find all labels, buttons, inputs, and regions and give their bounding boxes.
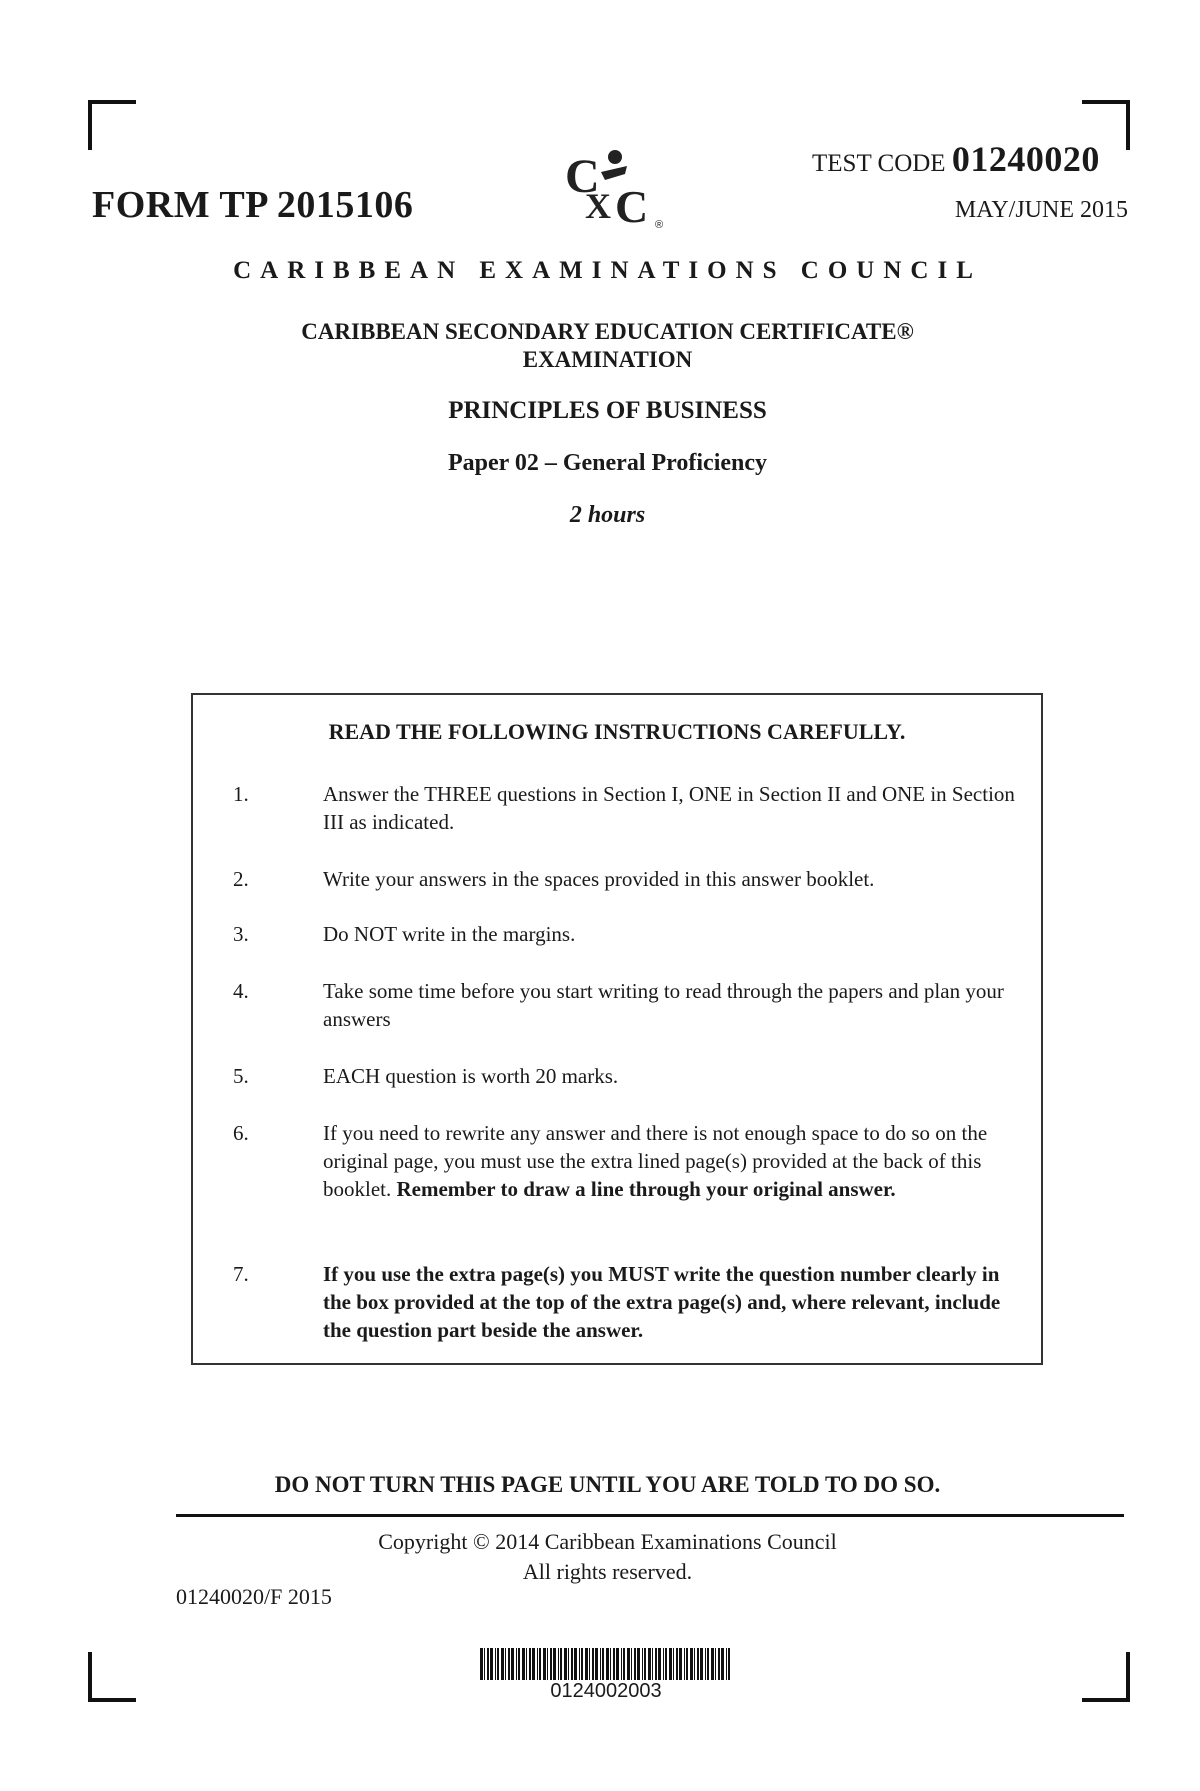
instruction-number: 2.: [233, 867, 249, 891]
barcode-bar: [516, 1648, 517, 1680]
council-name: CARIBBEAN EXAMINATIONS COUNCIL: [233, 257, 982, 284]
barcode-bar: [642, 1648, 643, 1680]
barcode-bar: [669, 1648, 672, 1680]
certificate-line-2: EXAMINATION: [522, 347, 693, 372]
barcode-bar: [558, 1648, 559, 1680]
barcode-bar: [484, 1648, 485, 1680]
instruction-number: 3.: [233, 922, 249, 946]
barcode-bar: [715, 1648, 716, 1680]
corner-mark-bottom-right: [1082, 1652, 1130, 1702]
barcode-bar: [537, 1648, 538, 1680]
instruction-number: 5.: [233, 1064, 249, 1088]
corner-mark-top-left: [88, 100, 136, 150]
barcode-bar: [655, 1648, 657, 1680]
barcode-bar: [616, 1648, 619, 1680]
barcode-bar: [553, 1648, 556, 1680]
barcode-bar: [505, 1648, 506, 1680]
barcode-bar: [637, 1648, 640, 1680]
barcode-bar: [564, 1648, 567, 1680]
barcode-bar: [705, 1648, 706, 1680]
barcode-bar: [621, 1648, 622, 1680]
barcode-bar: [550, 1648, 552, 1680]
barcode-bar: [610, 1648, 611, 1680]
exam-duration: 2 hours: [569, 502, 646, 528]
barcode-bar: [518, 1648, 520, 1680]
instruction-text: Answer the THREE questions in Section I, ONE in Section II and ONE in Section III as indicated.: [323, 782, 1015, 834]
barcode-bar: [543, 1648, 546, 1680]
barcode-bar: [585, 1648, 588, 1680]
instruction-text: EACH question is worth 20 marks.: [323, 1064, 619, 1088]
reference-code: 01240020/F 2015: [176, 1584, 332, 1609]
barcode-bar: [648, 1648, 651, 1680]
instructions-heading: READ THE FOLLOWING INSTRUCTIONS CAREFULLY.: [328, 719, 906, 744]
svg-text:C: C: [565, 150, 600, 203]
barcode-bar: [634, 1648, 636, 1680]
barcode-bar: [508, 1648, 510, 1680]
barcode-bar: [571, 1648, 573, 1680]
instruction-number: 4.: [233, 979, 249, 1003]
barcode-number: 0124002003: [550, 1680, 662, 1702]
barcode-bar: [707, 1648, 709, 1680]
barcode-bar: [728, 1648, 730, 1680]
instruction-number: 1.: [233, 782, 249, 806]
barcode-bar: [480, 1648, 483, 1680]
barcode-bar: [511, 1648, 514, 1680]
barcode-bar: [652, 1648, 653, 1680]
instruction-number: 6.: [233, 1121, 249, 1145]
barcode-bar: [526, 1648, 527, 1680]
barcode-bar: [501, 1648, 504, 1680]
barcode-bar: [721, 1648, 724, 1680]
barcode-bar: [592, 1648, 594, 1680]
barcode-bar: [627, 1648, 630, 1680]
barcode-bar: [697, 1648, 699, 1680]
barcode-bar: [529, 1648, 531, 1680]
barcode-bar: [595, 1648, 598, 1680]
instructions-box: [191, 693, 1043, 1365]
barcode-bar: [679, 1648, 682, 1680]
form-code: FORM TP 2015106: [92, 184, 414, 226]
exam-session: MAY/JUNE 2015: [954, 197, 1128, 223]
copyright-line-1: Copyright © 2014 Caribbean Examinations Council: [378, 1529, 837, 1554]
instruction-emphasis: Remember to draw a line through your original answer.: [396, 1177, 896, 1201]
instruction-text: If you use the extra page(s) you MUST write the question number clearly in the box provided at the top of the extra page(s) and, where relevant, include the question part beside the answer.: [323, 1262, 1001, 1342]
instruction-text: If you need to rewrite any answer and there is not enough space to do so on the original page, you must use the extra lined page(s) provided at the back of this booklet.: [323, 1121, 988, 1201]
barcode-bar: [673, 1648, 674, 1680]
corner-mark-bottom-left: [88, 1652, 136, 1702]
barcode-bar: [589, 1648, 590, 1680]
copyright-notice: [0, 1527, 1200, 1587]
barcode-bar: [581, 1648, 583, 1680]
paper-title: Paper 02 – General Proficiency: [447, 450, 768, 476]
instruction-text: Do NOT write in the margins.: [323, 922, 576, 946]
barcode-bar: [495, 1648, 496, 1680]
barcode-bar: [726, 1648, 727, 1680]
instruction-text: Write your answers in the spaces provided in this answer booklet.: [323, 867, 875, 891]
barcode-bar: [600, 1648, 601, 1680]
barcode-bar: [631, 1648, 632, 1680]
barcode-bar: [711, 1648, 714, 1680]
barcode-bar: [686, 1648, 688, 1680]
footer-divider: [176, 1514, 1124, 1517]
svg-text:X: X: [585, 186, 611, 226]
instruction-text: Take some time before you start writing to read through the papers and plan your answers: [323, 979, 1004, 1031]
barcode-bar: [487, 1648, 489, 1680]
barcode-bar: [539, 1648, 541, 1680]
subject-title: PRINCIPLES OF BUSINESS: [448, 397, 767, 424]
test-code-label: TEST CODE: [812, 150, 946, 177]
test-code-number: 01240020: [951, 139, 1100, 179]
do-not-turn-warning: DO NOT TURN THIS PAGE UNTIL YOU ARE TOLD TO DO SO.: [274, 1472, 941, 1497]
barcode-bar: [574, 1648, 577, 1680]
test-code: [812, 138, 1100, 180]
copyright-line-2: All rights reserved.: [522, 1559, 693, 1584]
instruction-text-group: [323, 1119, 1023, 1203]
cxc-logo: [565, 148, 675, 230]
logo-registered-mark: ®: [655, 219, 664, 230]
barcode-bar: [602, 1648, 604, 1680]
barcode-bar: [522, 1648, 525, 1680]
barcode-bar: [694, 1648, 695, 1680]
svg-text:C: C: [615, 181, 649, 230]
barcode-bar: [690, 1648, 693, 1680]
barcode-bar: [663, 1648, 664, 1680]
barcode-bar: [490, 1648, 493, 1680]
certificate-line-1: CARIBBEAN SECONDARY EDUCATION CERTIFICATE®: [301, 319, 914, 344]
barcode-bar: [560, 1648, 562, 1680]
barcode-bar: [613, 1648, 615, 1680]
barcode-bar: [532, 1648, 535, 1680]
barcode-bar: [700, 1648, 703, 1680]
barcode-bar: [497, 1648, 499, 1680]
instruction-number: 7.: [233, 1262, 249, 1286]
barcode-bar: [658, 1648, 661, 1680]
barcode-bar: [684, 1648, 685, 1680]
barcode-bar: [623, 1648, 625, 1680]
barcode-bar: [547, 1648, 548, 1680]
barcode-bar: [568, 1648, 569, 1680]
barcode-bar: [606, 1648, 609, 1680]
certificate-title: [0, 318, 1200, 374]
barcode-bar: [579, 1648, 580, 1680]
barcode-bar: [644, 1648, 646, 1680]
barcode-bar: [676, 1648, 678, 1680]
barcode-bar: [718, 1648, 720, 1680]
barcode-bar: [665, 1648, 667, 1680]
barcode-image: [480, 1648, 732, 1680]
